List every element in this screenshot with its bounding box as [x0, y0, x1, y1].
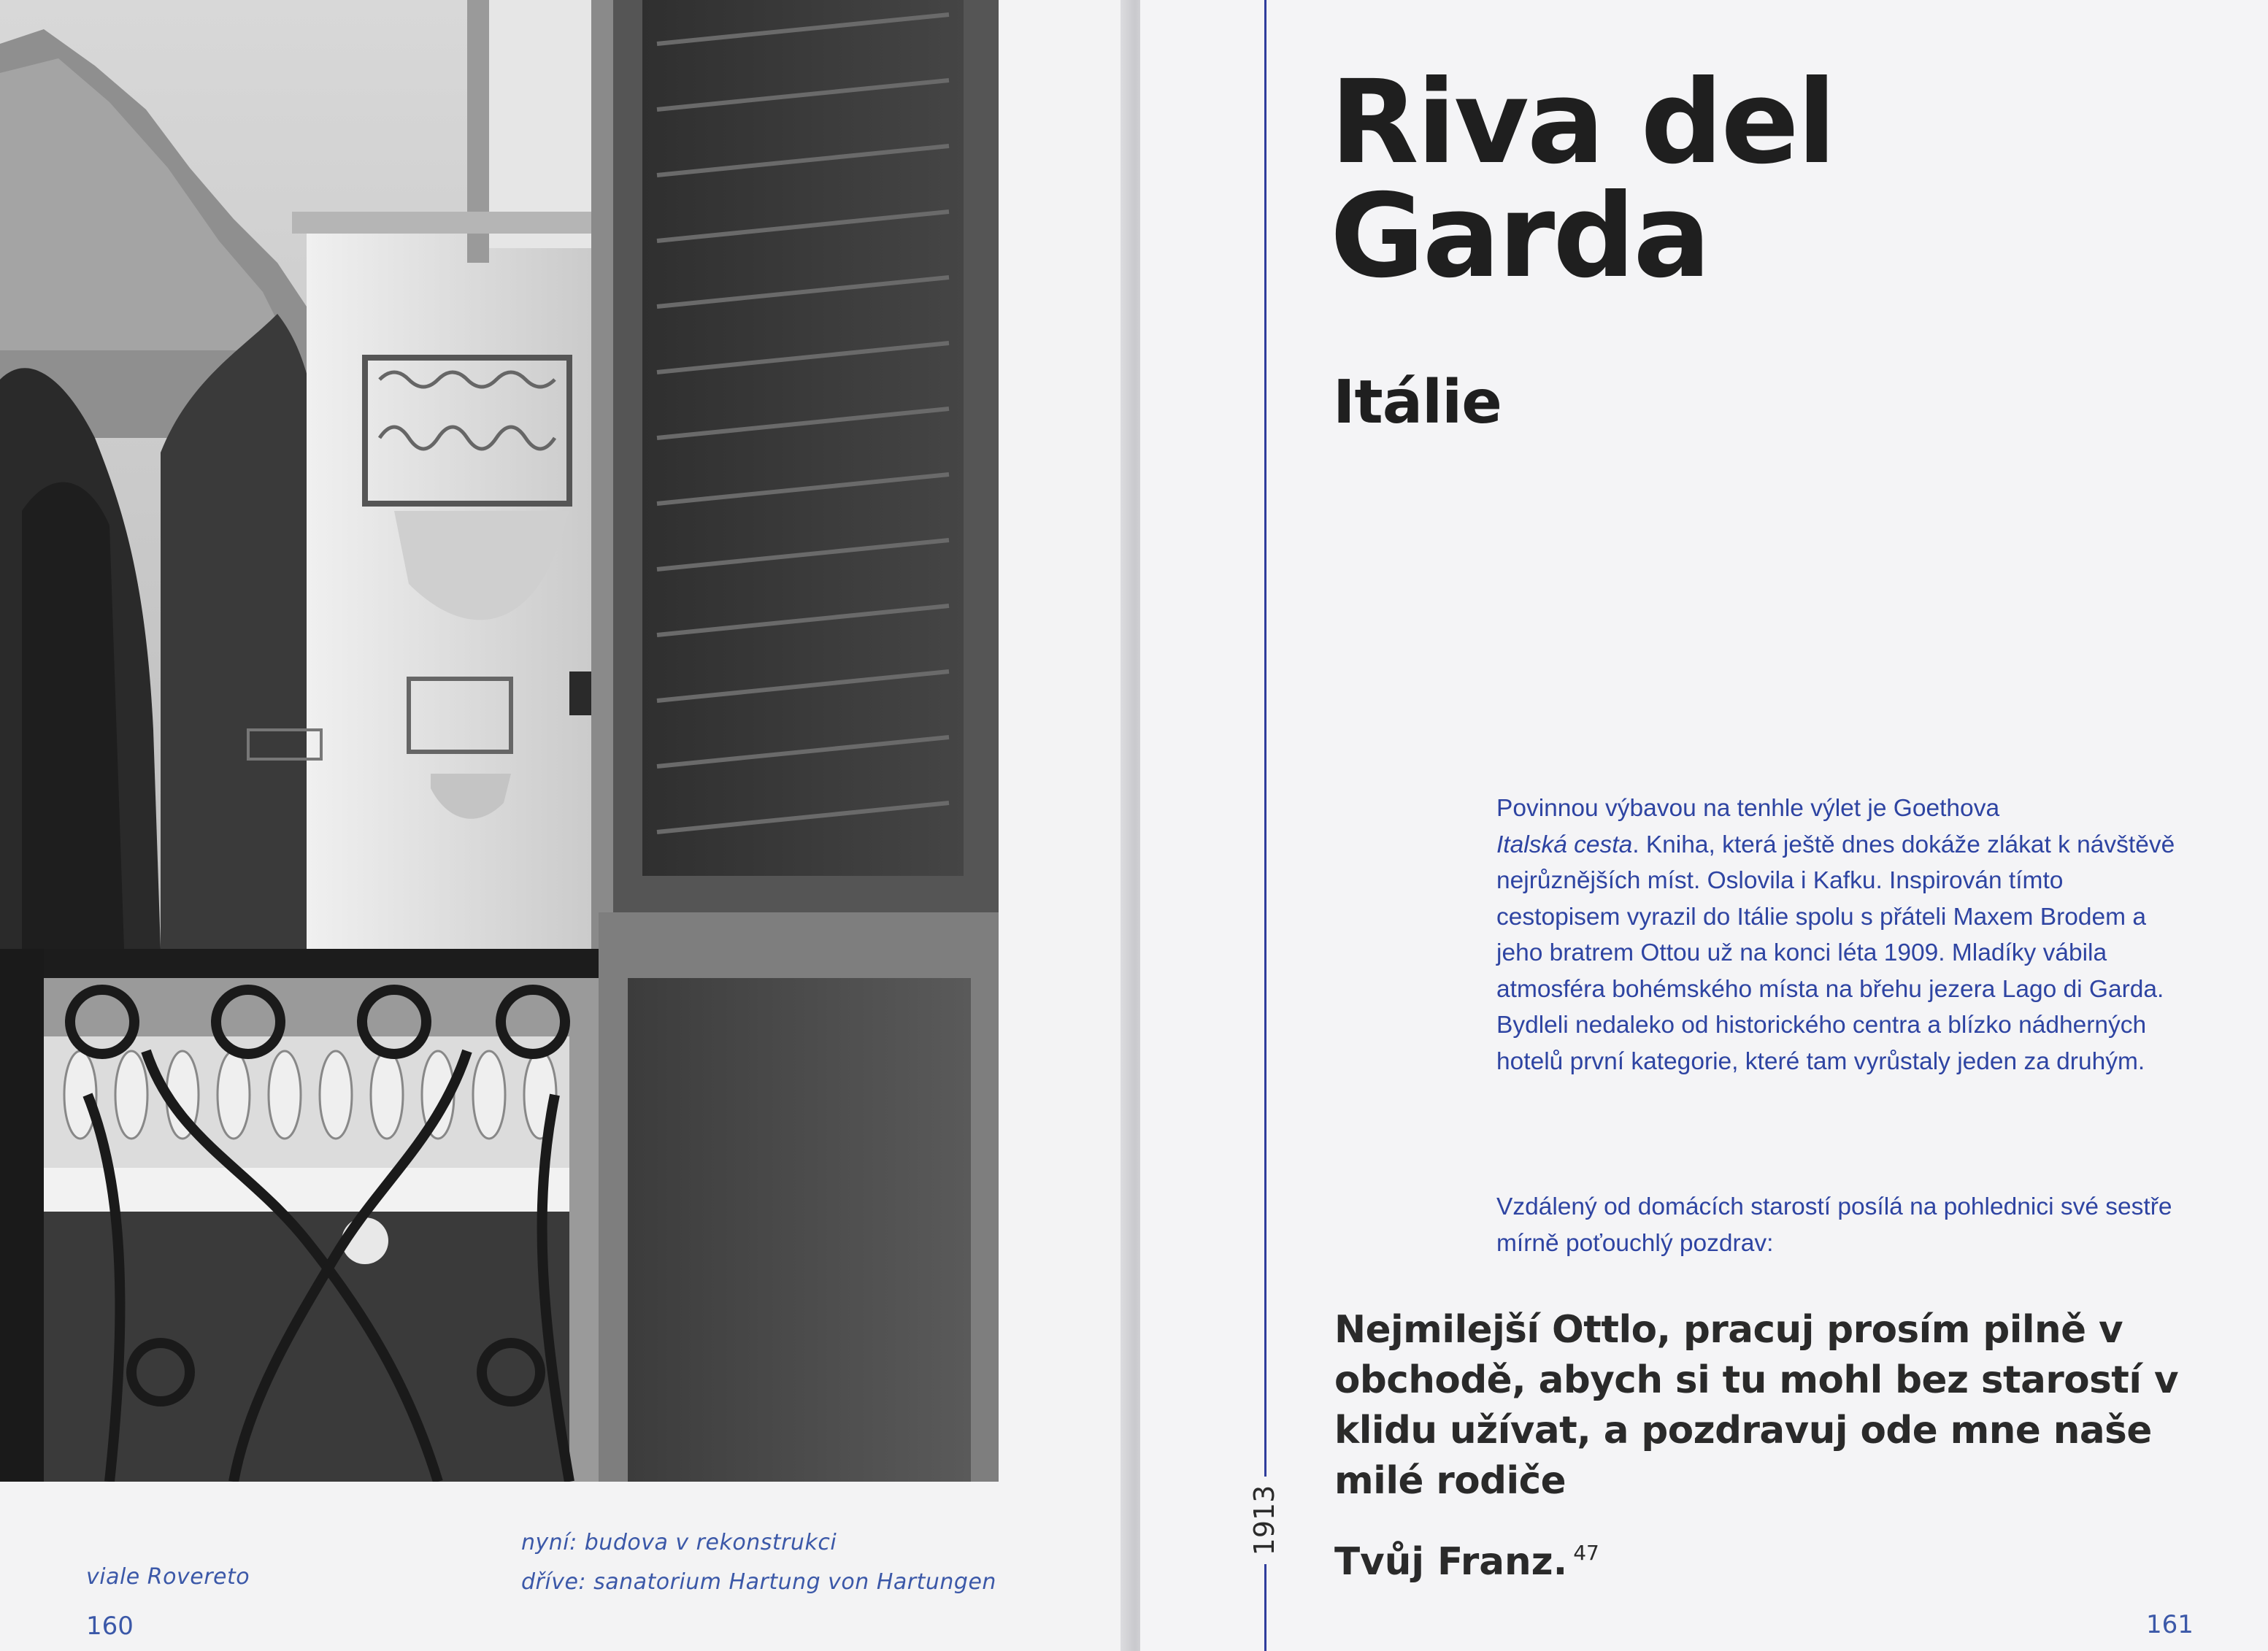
- page-number-right: 161: [2146, 1610, 2194, 1639]
- caption-location: viale Rovereto: [86, 1564, 250, 1590]
- paragraph-1-line-1: Povinnou výbavou na tenhle výlet je Goethova: [1496, 795, 2000, 822]
- vertical-rule: [1264, 0, 1266, 1651]
- title-line-2: Garda: [1330, 169, 1709, 304]
- title-line-1: Riva del: [1330, 55, 1834, 190]
- balcony-photo-illustration: [0, 0, 999, 1482]
- paragraph-1: [1496, 790, 2186, 1080]
- page-number-left: 160: [86, 1612, 134, 1641]
- page-title: [1330, 55, 1834, 304]
- caption-before: dříve: sanatorium Hartung von Hartungen: [521, 1569, 996, 1595]
- signature-text: Tvůj Franz.: [1334, 1540, 1568, 1584]
- signature: [1334, 1540, 1599, 1584]
- balcony-photo: [0, 0, 999, 1482]
- year-label: 1913: [1248, 1477, 1281, 1564]
- book-title-italic: Italská cesta: [1496, 831, 1633, 858]
- left-page: [0, 0, 1128, 1651]
- footnote-marker: 47: [1573, 1541, 1599, 1565]
- paragraph-2: Vzdálený od domácích starostí posílá na pohlednici své sestře mírně poťouchlý pozdrav:: [1496, 1193, 2172, 1257]
- postcard-quote: Nejmilejší Ottlo, pracuj prosím pilně v obchodě, abych si tu mohl bez starostí v klidu užívat, a pozdravuj ode mne naše milé rodiče: [1334, 1308, 2179, 1503]
- caption-now: nyní: budova v rekonstrukci: [521, 1530, 837, 1555]
- country-subtitle: Itálie: [1333, 368, 1502, 437]
- paragraph-1-rest: . Kniha, která ještě dnes dokáže zlákat k návštěvě nejrůznějších míst. Oslovila i Kafku. Inspirován tímto cestopisem vyrazil do Itálie spolu s přáteli Maxem Brodem a jeho bratrem Ottou už na konci léta 1909. Mladíky vábila atmosféra bohémského místa na břehu jezera Lago di Garda. Bydleli nedaleko od historického centra a blízko nádherných hotelů první kategorie, které tam vyrůstaly jeden za druhým.: [1496, 831, 2175, 1075]
